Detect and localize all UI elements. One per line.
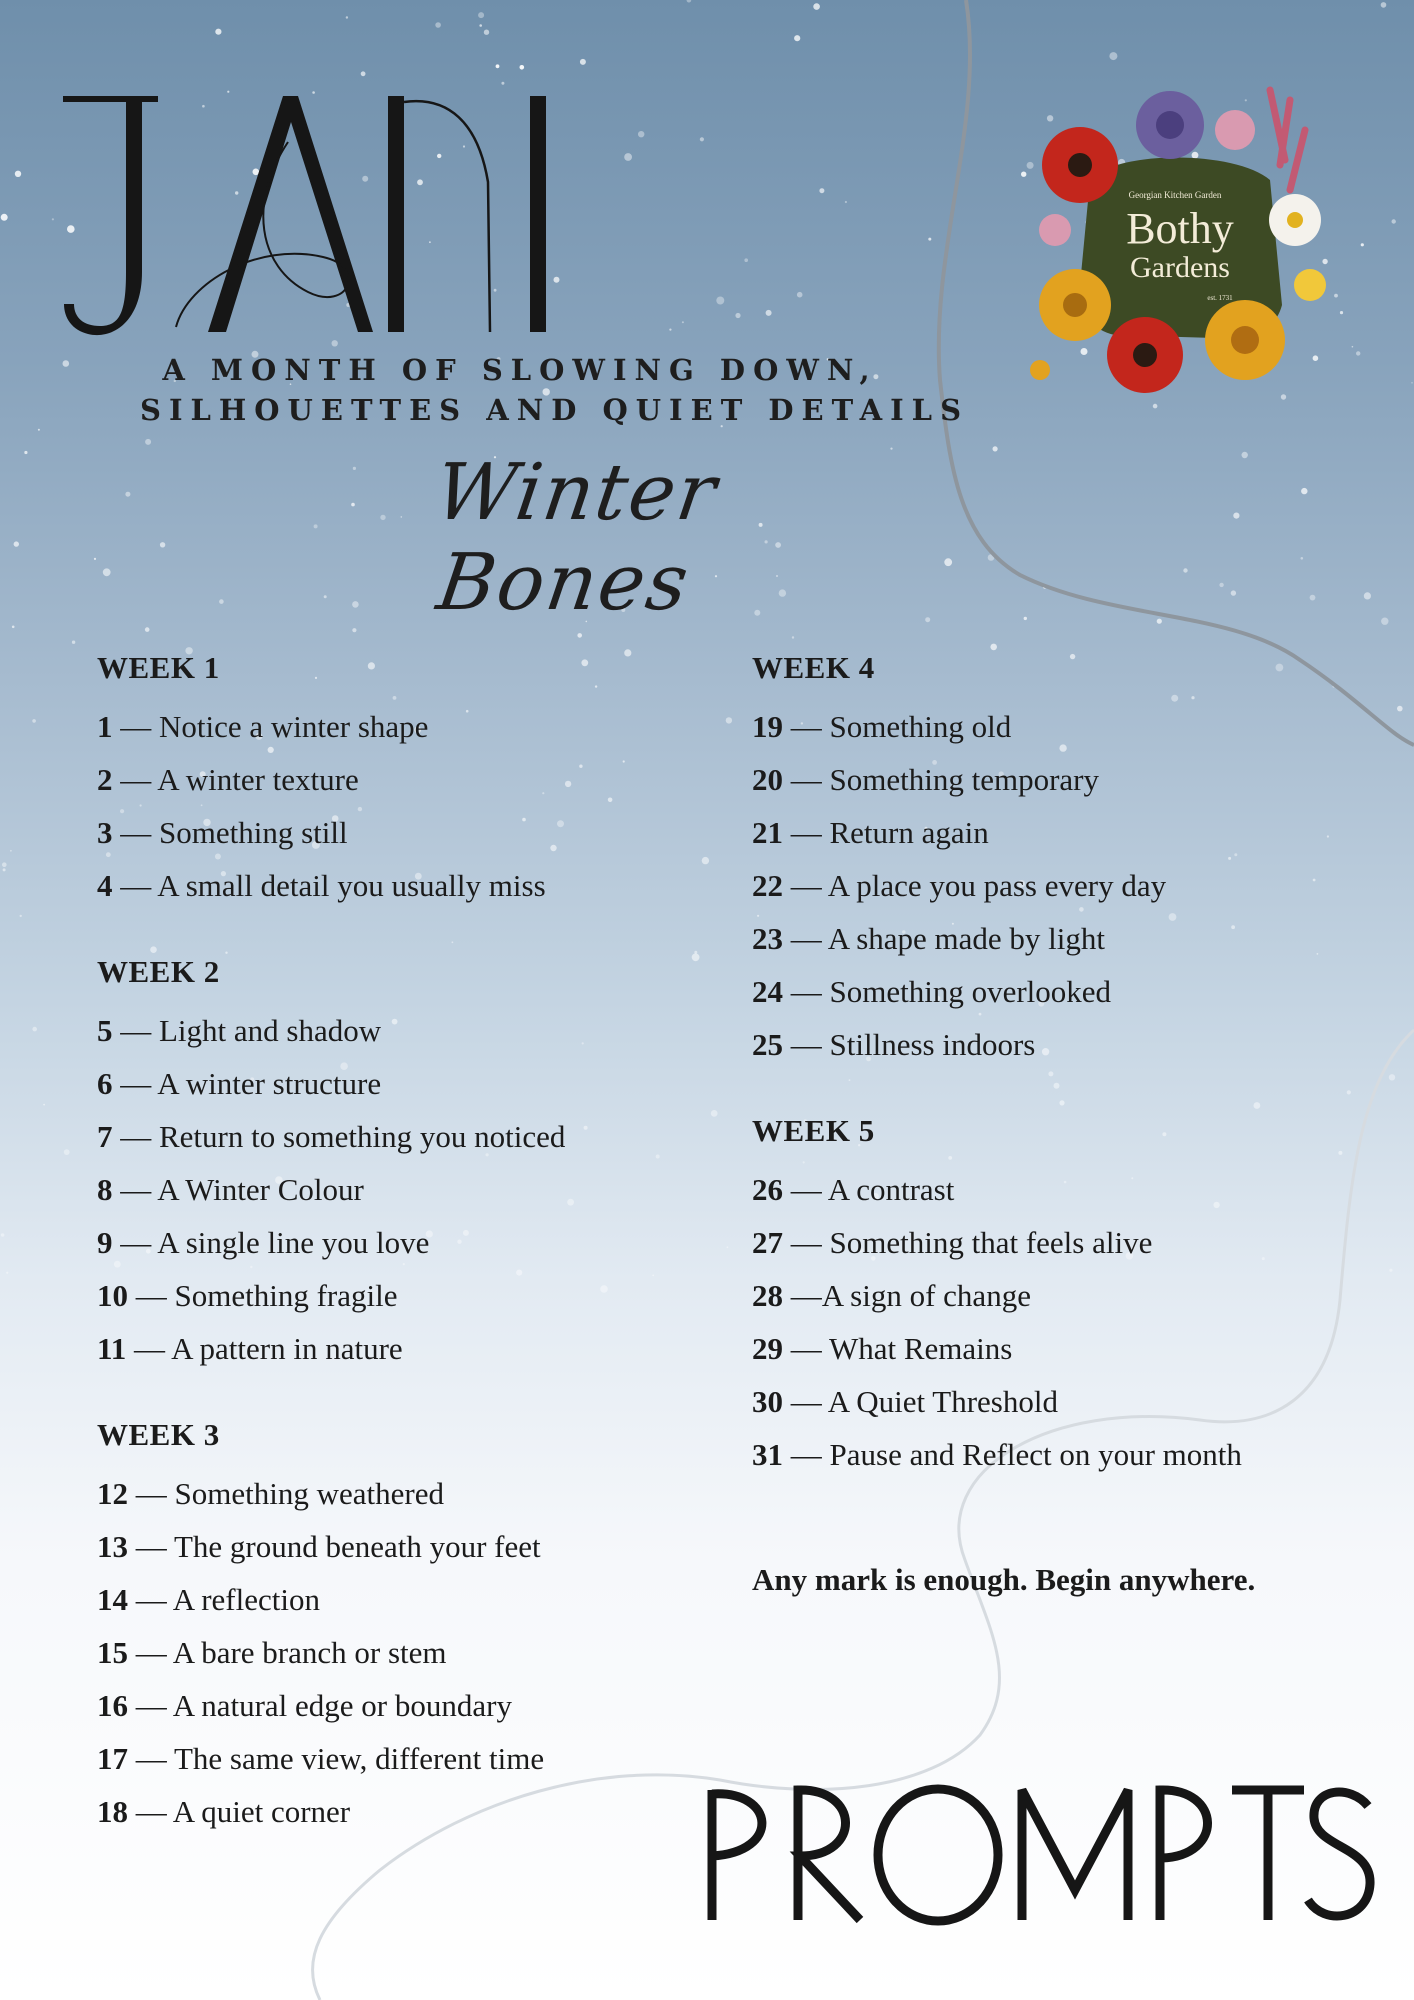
prompt-item: 14 — A reflection: [97, 1582, 320, 1617]
week-5: [752, 1111, 1372, 1481]
week-title: WEEK 5: [752, 1113, 875, 1148]
prompt-item: 20 — Something temporary: [752, 762, 1099, 797]
closing-tagline: Any mark is enough. Begin anywhere.: [752, 1562, 1256, 1597]
logo-small-text: Georgian Kitchen Garden: [1128, 190, 1222, 200]
prompts-column-right: [752, 648, 1372, 1521]
prompt-item: 15 — A bare branch or stem: [97, 1635, 447, 1670]
prompt-item: 30 — A Quiet Threshold: [752, 1384, 1058, 1419]
prompt-item: 21 — Return again: [752, 815, 989, 850]
subtitle-line-2: SILHOUETTES AND QUIET DETAILS: [140, 393, 970, 427]
logo-name-line2: Gardens: [1130, 251, 1230, 284]
prompt-item: 7 — Return to something you noticed: [97, 1119, 566, 1154]
footer-title-prompts: [700, 1780, 1380, 1930]
logo-name-line1: Bothy: [1126, 204, 1234, 253]
week-title: WEEK 2: [97, 954, 220, 989]
prompt-item: 4 — A small detail you usually miss: [97, 868, 546, 903]
prompt-item: 27 — Something that feels alive: [752, 1225, 1153, 1260]
prompt-item: 12 — Something weathered: [97, 1476, 444, 1511]
prompt-item: 31 — Pause and Reflect on your month: [752, 1437, 1242, 1472]
week-4: [752, 648, 1372, 1071]
bothy-gardens-logo: [1020, 70, 1340, 400]
prompt-item: 22 — A place you pass every day: [752, 868, 1167, 903]
month-title-jan: [58, 82, 578, 342]
prompt-item: 23 — A shape made by light: [752, 921, 1106, 956]
prompt-item: 26 — A contrast: [752, 1172, 955, 1207]
prompt-item: 13 — The ground beneath your feet: [97, 1529, 541, 1564]
prompt-item: 19 — Something old: [752, 709, 1012, 744]
prompt-item: 24 — Something overlooked: [752, 974, 1112, 1009]
subtitle-line-1: A MONTH OF SLOWING DOWN,: [162, 353, 878, 387]
prompt-item: 9 — A single line you love: [97, 1225, 430, 1260]
prompt-item: 17 — The same view, different time: [97, 1741, 545, 1776]
week-3: [97, 1415, 737, 1838]
week-1: [97, 648, 737, 912]
prompt-item: 5 — Light and shadow: [97, 1013, 382, 1048]
theme-script-title: Winter Bones: [429, 448, 724, 628]
prompt-item: 25 — Stillness indoors: [752, 1027, 1036, 1062]
prompt-item: 3 — Something still: [97, 815, 348, 850]
prompt-item: 1 — Notice a winter shape: [97, 709, 429, 744]
prompt-item: 11 — A pattern in nature: [97, 1331, 403, 1366]
prompts-column-left: [97, 648, 737, 1878]
prompt-item: 28 —A sign of change: [752, 1278, 1031, 1313]
prompt-item: 6 — A winter structure: [97, 1066, 382, 1101]
prompt-item: 10 — Something fragile: [97, 1278, 398, 1313]
week-title: WEEK 4: [752, 650, 875, 685]
prompt-item: 2 — A winter texture: [97, 762, 359, 797]
prompt-item: 16 — A natural edge or boundary: [97, 1688, 512, 1723]
week-title: WEEK 3: [97, 1417, 220, 1452]
prompt-item: 18 — A quiet corner: [97, 1794, 351, 1829]
logo-est: est. 1731: [1207, 294, 1233, 302]
week-2: [97, 952, 737, 1375]
week-title: WEEK 1: [97, 650, 220, 685]
prompt-item: 8 — A Winter Colour: [97, 1172, 364, 1207]
prompt-item: 29 — What Remains: [752, 1331, 1013, 1366]
